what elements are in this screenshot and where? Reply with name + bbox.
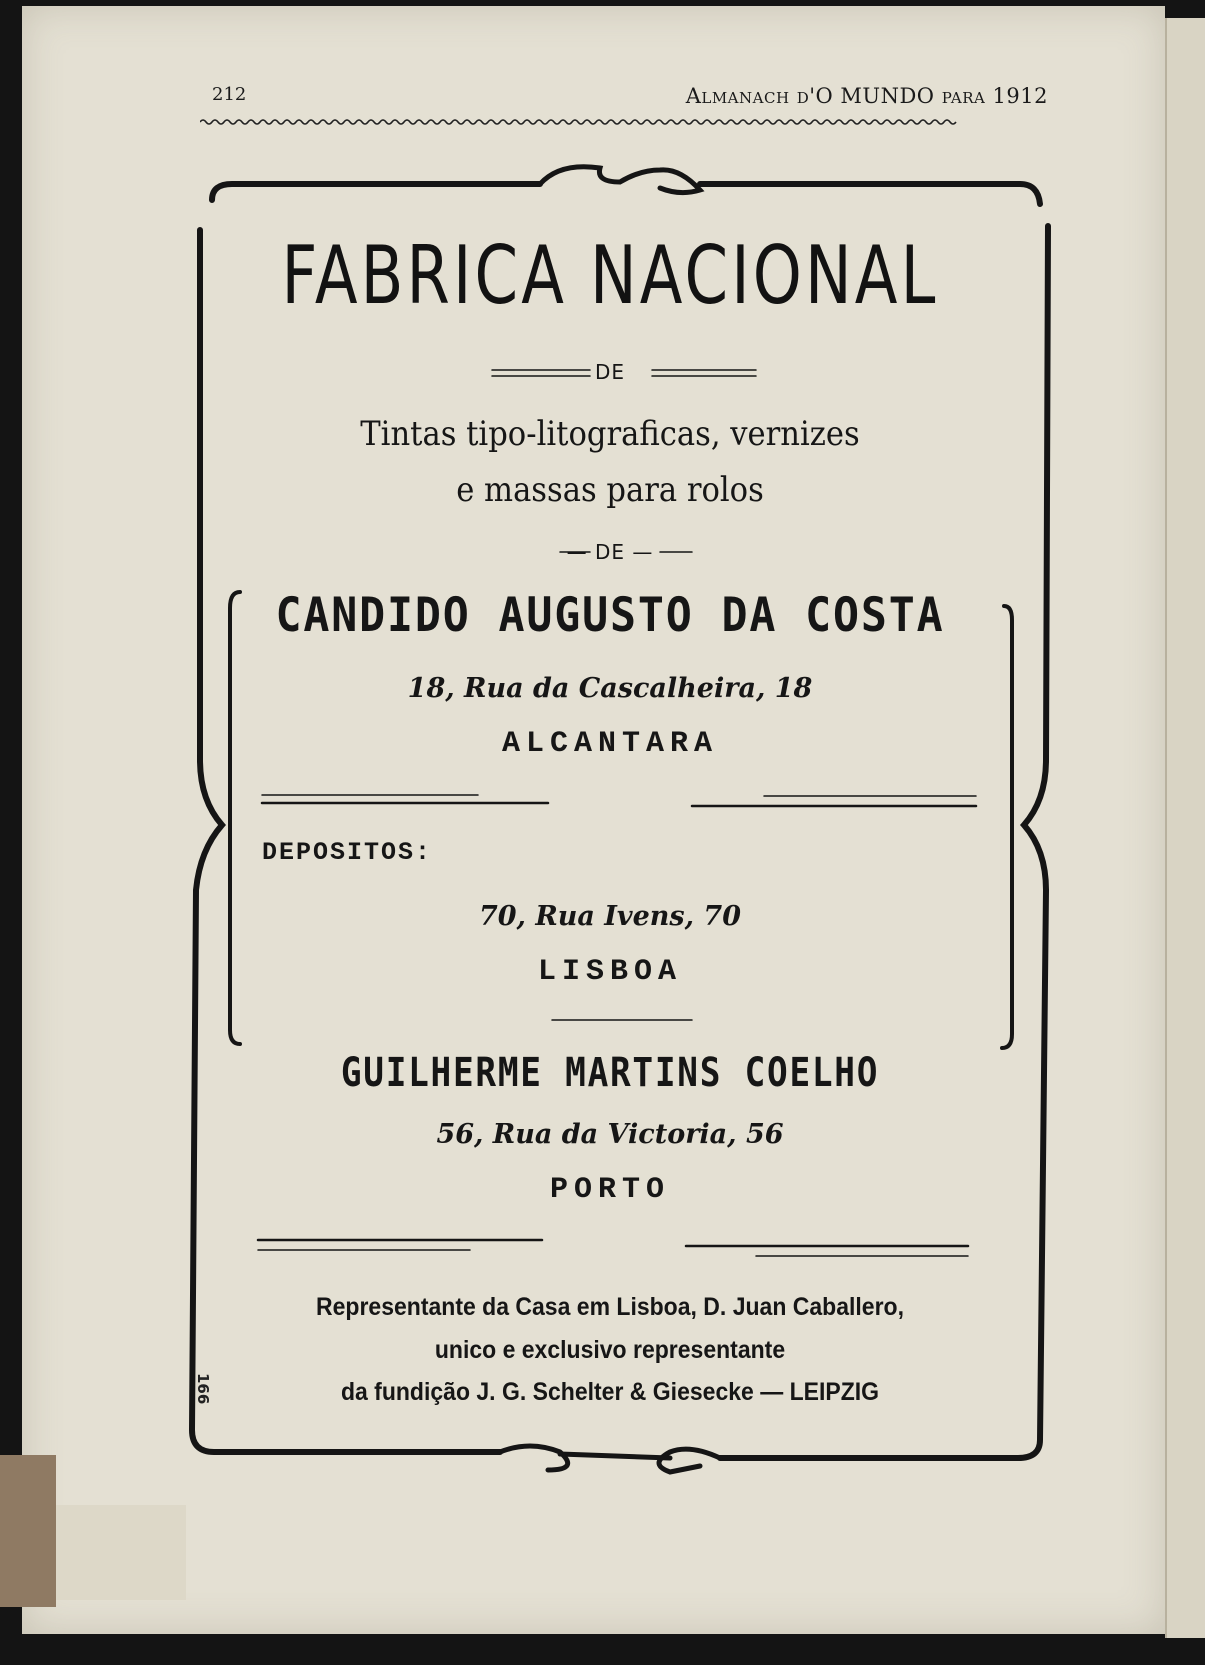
deposit-2-name: GUILHERME MARTINS COELHO [340,1050,880,1096]
de-label-2: — DE — [566,540,654,564]
deposit-1-address: 70, Rua Ivens, 70 [478,901,742,932]
representative-line-2: unico e exclusivo representante [434,1336,786,1364]
owner-address: 18, Rua da Cascalheira, 18 [407,673,813,704]
depositos-label: DEPOSITOS: [262,838,433,867]
deposit-2-address: 56, Rua da Victoria, 56 [436,1119,784,1150]
owner-name: CANDIDO AUGUSTO DA COSTA [275,588,945,643]
deposit-2-city: PORTO [549,1173,670,1207]
owner-city: ALCANTARA [501,727,719,761]
products-line-2: e massas para rolos [456,470,764,510]
deposit-1-city: LISBOA [537,955,683,989]
representative-line-3: da fundição J. G. Schelter & Giesecke — LEIPZIG [340,1378,880,1406]
representative-line-1: Representante da Casa em Lisboa, D. Juan Caballero, [316,1293,904,1321]
ad-title: FABRICA NACIONAL [281,229,939,322]
de-label-1: DE [594,360,626,384]
products-line-1: Tintas tipo-litograficas, vernizes [360,414,860,454]
page-number: 212 [212,84,247,105]
side-number: 166 [194,1373,212,1405]
running-title: Almanach d'O MUNDO para 1912 [685,84,1048,108]
